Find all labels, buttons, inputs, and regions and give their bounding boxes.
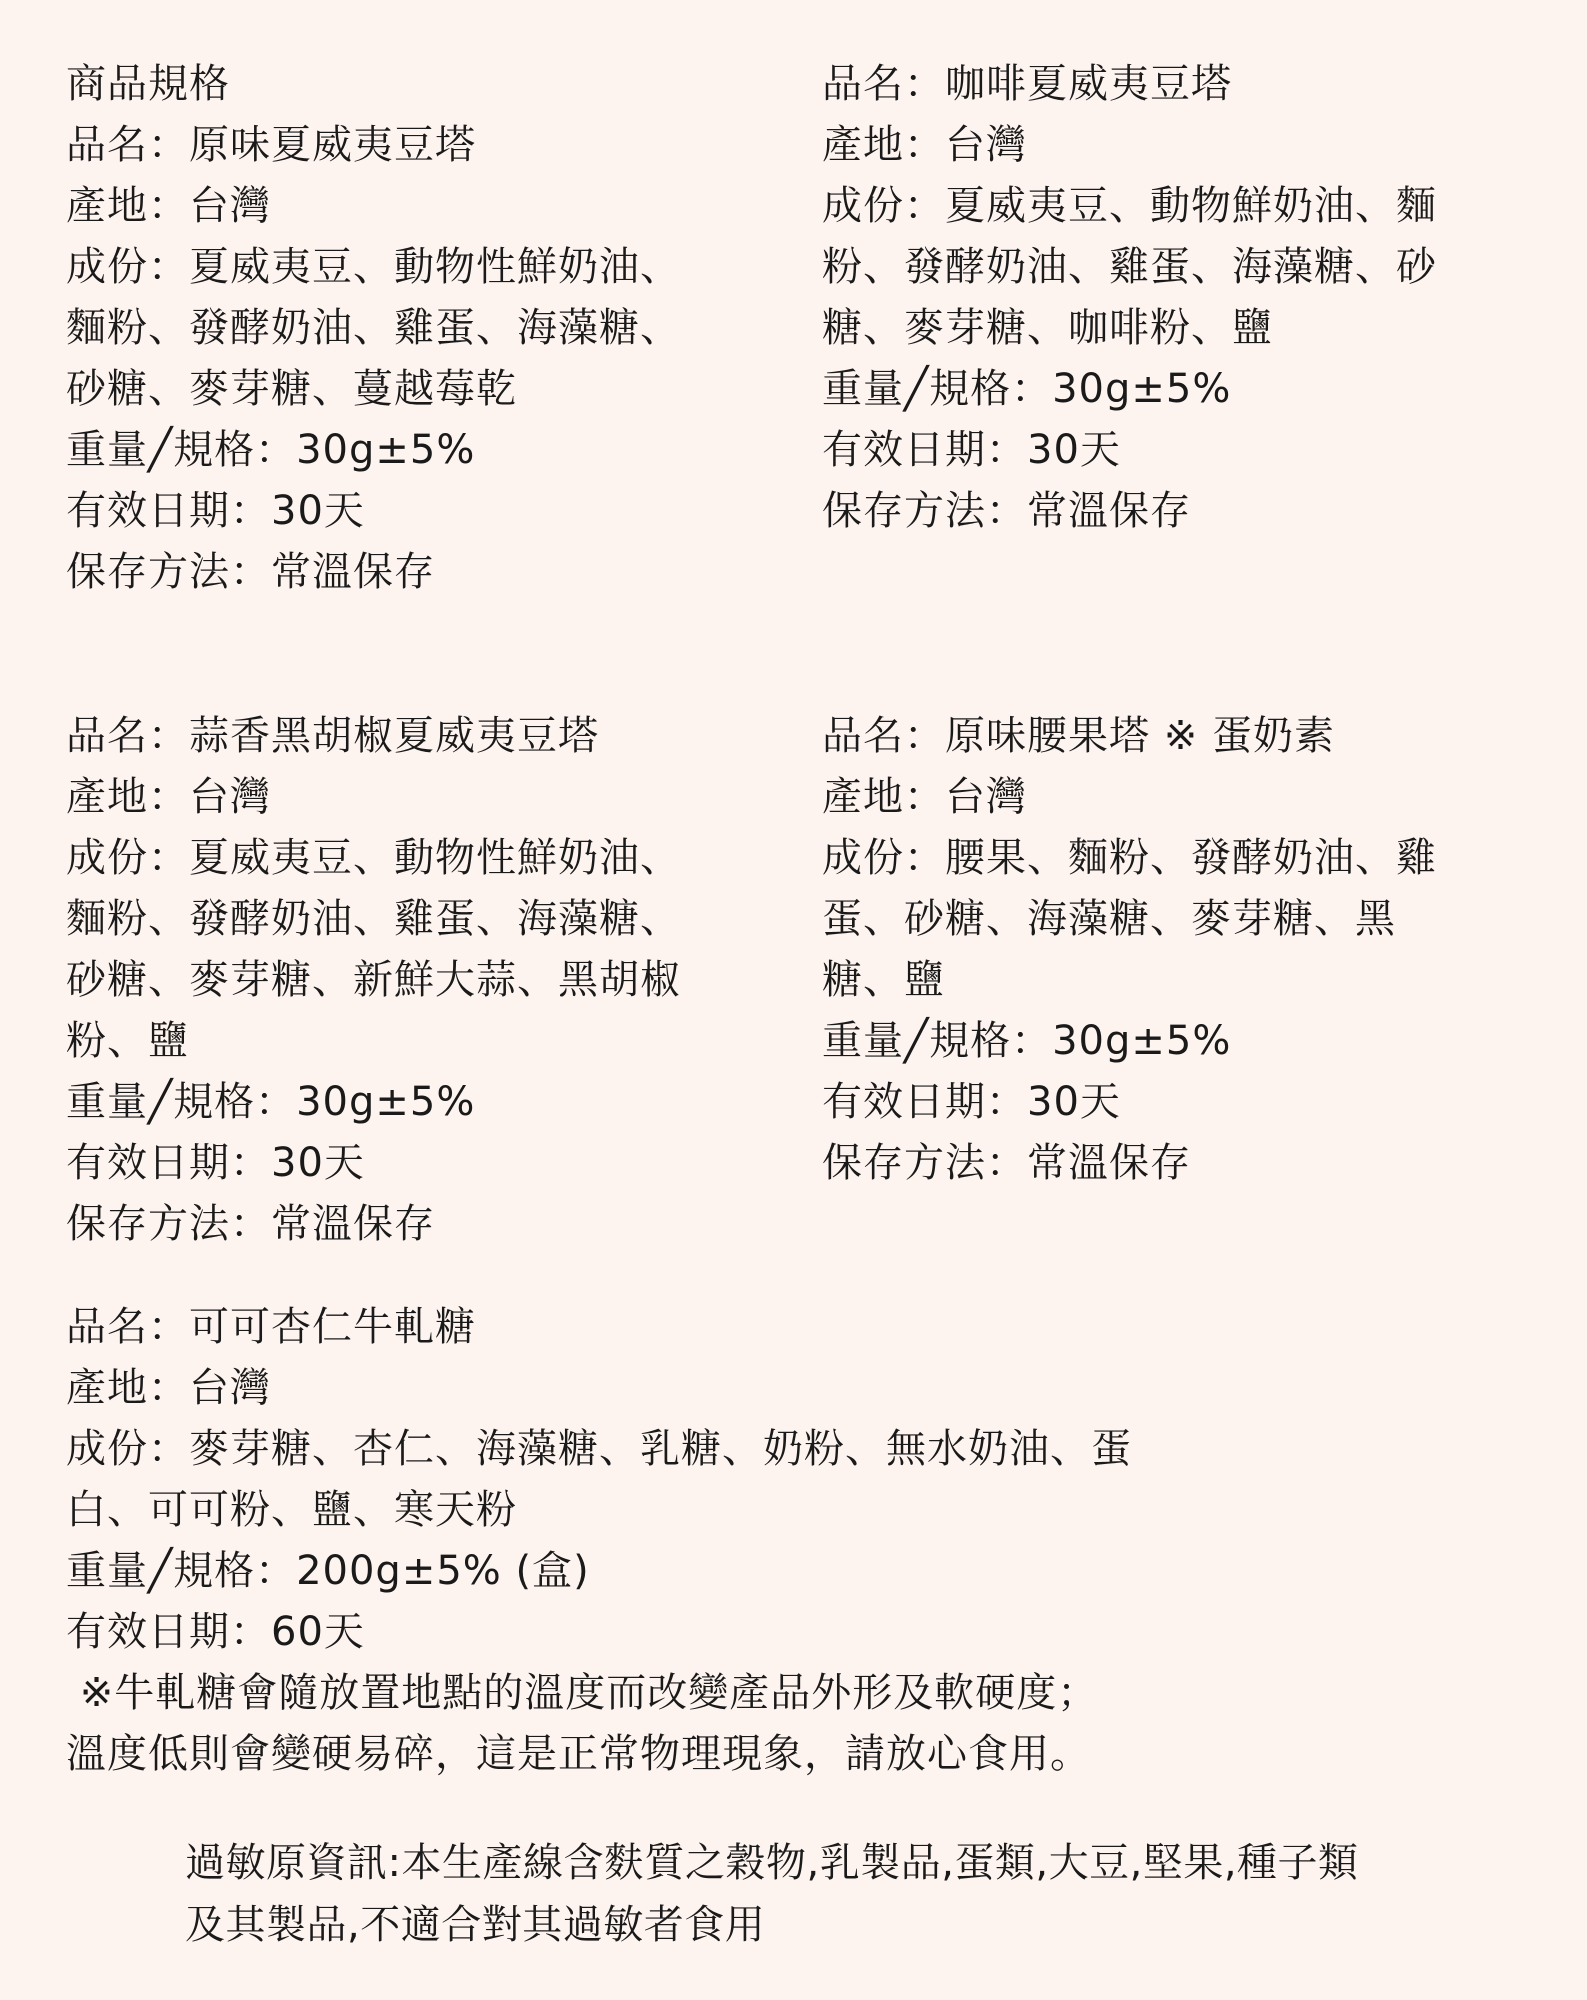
product-ingredients: 白、可可粉、鹽、寒天粉	[66, 1487, 517, 1533]
product-storage: 保存方法：常溫保存	[66, 1201, 435, 1247]
product-weight: 重量╱規格：30g±5%	[66, 1079, 476, 1125]
product-ingredients: 砂糖、麥芽糖、新鮮大蒜、黑胡椒	[66, 957, 681, 1003]
allergen-text: 及其製品,不適合對其過敏者食用	[185, 1902, 766, 1948]
product-ingredients: 成份：麥芽糖、杏仁、海藻糖、乳糖、奶粉、無水奶油、蛋	[66, 1426, 1132, 1472]
product-ingredients: 粉、發酵奶油、雞蛋、海藻糖、砂	[822, 244, 1437, 290]
product-ingredients: 蛋、砂糖、海藻糖、麥芽糖、黑	[822, 896, 1396, 942]
product-name: 品名：可可杏仁牛軋糖	[66, 1304, 476, 1350]
product-card-original-macadamia-tart	[66, 115, 766, 603]
product-ingredients: 糖、麥芽糖、咖啡粉、鹽	[822, 305, 1273, 351]
product-ingredients: 麵粉、發酵奶油、雞蛋、海藻糖、	[66, 305, 681, 351]
product-storage: 保存方法：常溫保存	[66, 549, 435, 595]
product-name: 品名：蒜香黑胡椒夏威夷豆塔	[66, 713, 599, 759]
product-shelf-life: 有效日期：30天	[66, 1140, 365, 1186]
product-card-coffee-macadamia-tart	[822, 54, 1542, 542]
product-card-garlic-pepper-macadamia-tart	[66, 706, 766, 1255]
product-ingredients: 麵粉、發酵奶油、雞蛋、海藻糖、	[66, 896, 681, 942]
product-shelf-life: 有效日期：30天	[66, 488, 365, 534]
product-name: 品名：咖啡夏威夷豆塔	[822, 61, 1232, 107]
product-ingredients: 糖、鹽	[822, 957, 945, 1003]
product-weight: 重量╱規格：30g±5%	[822, 366, 1232, 412]
product-shelf-life: 有效日期：60天	[66, 1609, 365, 1655]
product-name: 品名：原味夏威夷豆塔	[66, 122, 476, 168]
allergen-notice	[185, 1832, 1485, 1956]
product-weight: 重量╱規格：30g±5%	[66, 427, 476, 473]
product-card-cocoa-almond-nougat	[66, 1297, 1466, 1785]
product-ingredients: 成份：腰果、麵粉、發酵奶油、雞	[822, 835, 1437, 881]
product-ingredients: 成份：夏威夷豆、動物鮮奶油、麵	[822, 183, 1437, 229]
product-name: 品名：原味腰果塔 ※ 蛋奶素	[822, 713, 1335, 759]
spec-section-title	[66, 54, 766, 115]
product-ingredients: 砂糖、麥芽糖、蔓越莓乾	[66, 366, 517, 412]
product-origin: 產地：台灣	[822, 774, 1027, 820]
product-origin: 產地：台灣	[822, 122, 1027, 168]
product-origin: 產地：台灣	[66, 1365, 271, 1411]
product-note: ※牛軋糖會隨放置地點的溫度而改變產品外形及軟硬度；	[66, 1670, 1099, 1716]
product-storage: 保存方法：常溫保存	[822, 1140, 1191, 1186]
product-card-cashew-tart	[822, 706, 1542, 1194]
product-weight: 重量╱規格：30g±5%	[822, 1018, 1232, 1064]
spec-title: 商品規格	[66, 61, 230, 107]
product-ingredients: 成份：夏威夷豆、動物性鮮奶油、	[66, 835, 681, 881]
product-ingredients: 成份：夏威夷豆、動物性鮮奶油、	[66, 244, 681, 290]
product-storage: 保存方法：常溫保存	[822, 488, 1191, 534]
allergen-text: 過敏原資訊:本生產線含麩質之穀物,乳製品,蛋類,大豆,堅果,種子類	[185, 1840, 1359, 1886]
product-ingredients: 粉、鹽	[66, 1018, 189, 1064]
product-shelf-life: 有效日期：30天	[822, 1079, 1121, 1125]
product-note: 溫度低則會變硬易碎，這是正常物理現象，請放心食用。	[66, 1731, 1091, 1777]
product-shelf-life: 有效日期：30天	[822, 427, 1121, 473]
product-origin: 產地：台灣	[66, 774, 271, 820]
product-weight: 重量╱規格：200g±5% (盒)	[66, 1548, 590, 1594]
product-origin: 產地：台灣	[66, 183, 271, 229]
